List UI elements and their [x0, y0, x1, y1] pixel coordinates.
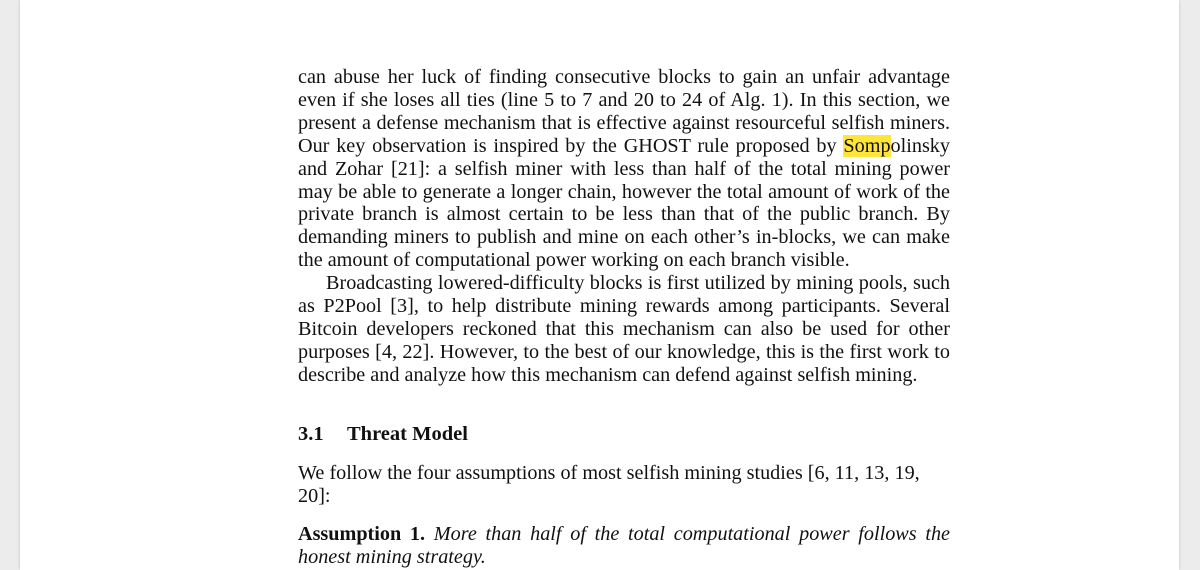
assumption-text: More than half of the total computational power follows the honest mining strategy. [298, 523, 950, 569]
section-title: Threat Model [347, 422, 468, 445]
assumption-label: Assumption 1. [298, 523, 426, 546]
paragraph-1-text-before: can abuse her luck of finding consecutive blocks to gain an unfair advantage even if she loses all ties (line 5 to 7 and 20 to 24 of Alg. 1). In this section, we present a defense mechanism that is effective against resourceful selfish miners. Our key observation is inspired by the GHOST rule proposed by [298, 66, 950, 157]
body-paragraph-2: Broadcasting lowered-difficulty blocks is first utilized by mining pools, such as P2Pool [3], to help distribute mining rewards among participants. Several Bitcoin developers reckoned that this mechanism can also be used for other purposes [4, 22]. However, to the best of our knowledge, this is the first work to describe and analyze how this mechanism can defend against selfish mining. [298, 272, 950, 386]
search-highlight: Somp [843, 134, 891, 157]
section-heading [298, 423, 950, 446]
section-number: 3.1 [298, 422, 324, 445]
assumption-1 [298, 523, 950, 569]
paragraph-1-text-after: olinsky and Zohar [21]: a selfish miner with less than half of the total mining power may be able to generate a longer chain, however the total amount of work of the private branch is almost certain to be less than that of the public branch. By demanding miners to publish and mine on each other’s in-blocks, we can make the amount of computational power working on each branch visible. [298, 134, 950, 272]
body-paragraph-1 [298, 66, 950, 272]
page-content [298, 66, 950, 569]
body-paragraph-3: We follow the four assumptions of most selfish mining studies [6, 11, 13, 19, 20]: [298, 461, 920, 507]
pdf-page [20, 0, 1179, 570]
